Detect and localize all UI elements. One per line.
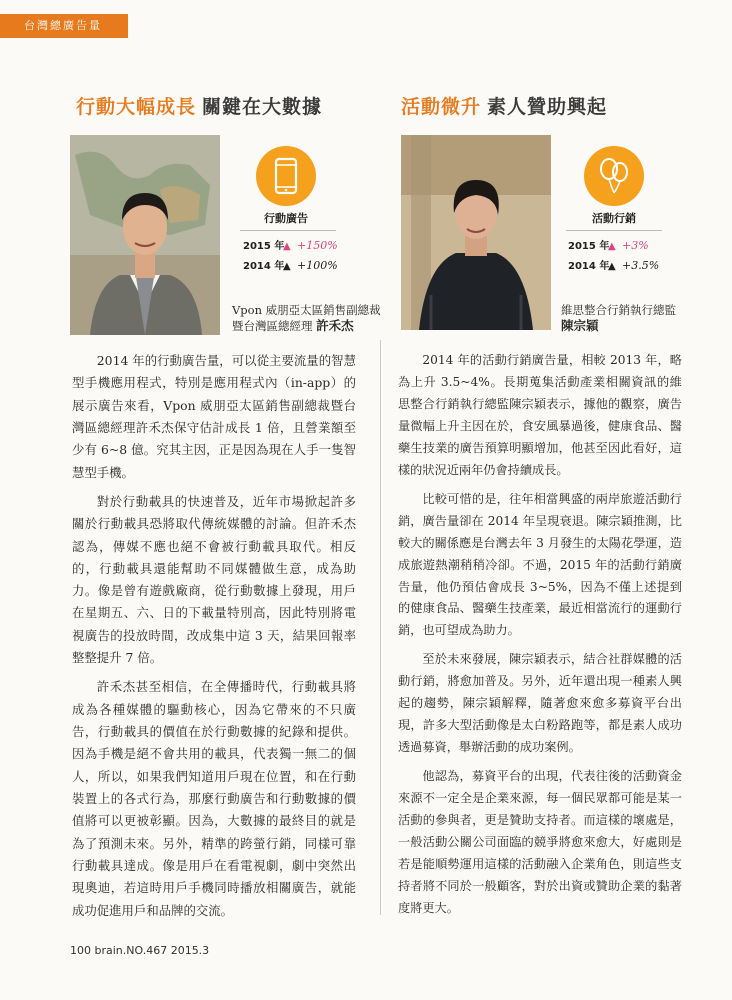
left-stat-2015 — [243, 237, 338, 252]
right-title-orange: 活動微升 — [401, 96, 482, 118]
left-paragraph: 2014 年的行動廣告量，可以從主要流量的智慧型手機應用程式，特別是應用程式內（in-app）的展示廣告來看，Vpon 威朋亞太區銷售副總裁暨台灣區總經理許禾杰保守估計成長 1 倍，且營業額至少有 6~8 億。究其主因，正是因為現在人手一隻智慧型手機。 — [72, 353, 356, 480]
right-title-dark: 素人贊助興起 — [487, 96, 608, 118]
right-caption-line1: 維思整合行銷執行總監 — [561, 303, 676, 317]
right-caption-name: 陳宗穎 — [561, 318, 599, 333]
left-title-orange: 行動大幅成長 — [76, 96, 197, 118]
right-category-label: 活動行銷 — [592, 212, 636, 225]
right-stat-2015-value: +3% — [622, 239, 649, 252]
left-stat-2014-value: +100% — [297, 259, 338, 272]
mobile-phone-icon — [256, 146, 316, 206]
balloons-badge — [584, 146, 644, 206]
left-stat-2015-year: 2015 年 — [243, 241, 285, 252]
right-paragraph: 比較可惜的是，往年相當興盛的兩岸旅遊活動行銷，廣告量卻在 2014 年呈現衰退。陳宗穎推測，比較大的關係應是台灣去年 3 月發生的太陽花學運，造成旅遊熱潮稍稍冷卻。不過，2015 年的活動行銷廣告量，他仍預估會成長 3~5%，因為不僅上述提到的健康食品、醫藥生技產業，最近相當流行的運動行銷，也可望成為助力。 — [398, 491, 682, 638]
right-portrait-photo — [401, 135, 551, 330]
left-article-title — [76, 92, 322, 119]
left-category-divider — [240, 230, 336, 231]
right-article-body — [398, 350, 682, 927]
right-category-divider — [566, 230, 662, 231]
right-stat-2014-value: +3.5% — [622, 259, 660, 272]
up-triangle-icon: ▲ — [608, 241, 616, 252]
left-article-body — [72, 350, 356, 929]
left-caption-line1: Vpon 威朋亞太區銷售副總裁 — [232, 303, 381, 317]
right-photo-caption — [561, 302, 676, 334]
right-paragraph: 他認為，募資平台的出現，代表往後的活動資金來源不一定全是企業來源，每一個民眾都可能是某一活動的參與者，更是贊助支持者。而這樣的壞處是，一般活動公關公司面臨的競爭將愈來愈大，好處則是若是能順勢運用這樣的活動融入企業角色，則這些支持者將不同於一般顧客，對於出資或贊助企業的黏著度將更大。 — [398, 769, 682, 915]
mobile-phone-badge — [256, 146, 316, 206]
up-triangle-icon: ▲ — [283, 241, 291, 252]
left-stat-2014 — [243, 257, 338, 272]
left-caption-name: 許禾杰 — [316, 318, 354, 333]
left-caption-line2: 暨台灣區總經理 — [232, 319, 313, 333]
right-article-title — [401, 92, 607, 119]
right-caption-name-row — [561, 318, 676, 334]
page-folio: 100 brain.NO.467 2015.3 — [70, 944, 210, 957]
left-stat-2015-value: +150% — [297, 239, 338, 252]
left-portrait-photo — [70, 135, 220, 335]
left-photo-caption — [232, 302, 381, 334]
right-stat-2014-year: 2014 年 — [568, 261, 610, 272]
left-caption-line2-row — [232, 318, 381, 334]
balloons-icon — [584, 146, 644, 206]
right-paragraph: 至於未來發展，陳宗穎表示，結合社群媒體的活動行銷，將愈加普及。另外，近年還出現一種素人興起的趨勢，陳宗穎解釋，隨著愈來愈多募資平台出現，許多大型活動像是太白粉路跑等，都是素人成功透過募資，舉辦活動的成功案例。 — [398, 652, 682, 755]
column-divider — [380, 340, 381, 915]
left-paragraph: 對於行動載具的快速普及，近年市場掀起許多關於行動載具恐將取代傳統媒體的討論。但許禾杰認為，傳媒不應也絕不會被行動載具取代。相反的，行動載具還能幫助不同媒體做生意，成為助力。像是曾有遊戲廠商，從行動數據上發現，用戶在星期五、六、日的下載量特別高，因此特別將電視廣告的投放時間，改成集中這 3 天，結果回報率整整提升 7 倍。 — [72, 493, 356, 666]
left-title-dark: 關鍵在大數據 — [202, 96, 323, 118]
left-category-label: 行動廣告 — [264, 212, 308, 225]
left-paragraph: 許禾杰甚至相信，在全傳播時代，行動載具將成為各種媒體的驅動核心，因為它帶來的不只廣告，行動載具的價值在於行動數據的紀錄和提供。因為手機是絕不會共用的載具，代表獨一無二的個人，所以，如果我們知道用戶現在位置，和在行動裝置上的各式行為，那麼行動廣告和行動數據的價值將可以更被彰顯。因為，大數據的最終目的就是為了預測未來。另外，精準的跨螢行銷，同樣可靠行動載具達成。像是用戶在看電視劇，劇中突然出現奧迪，若這時用戶手機同時播放相關廣告，就能成功促進用戶和品牌的交流。 — [72, 679, 356, 918]
up-triangle-icon: ▲ — [283, 261, 291, 272]
left-stat-2014-year: 2014 年 — [243, 261, 285, 272]
right-stat-2015-year: 2015 年 — [568, 241, 610, 252]
right-paragraph: 2014 年的活動行銷廣告量，相較 2013 年，略為上升 3.5~4%。長期蒐集活動產業相關資訊的維思整合行銷執行總監陳宗穎表示，據他的觀察，廣告量微幅上升主因在於，食安風暴過後，健康食品、醫藥生技業的廣告預算明顯增加，他甚至因此看好，這樣的狀況近兩年仍會持續成長。 — [398, 353, 682, 477]
section-tag: 台灣總廣告量 — [0, 14, 128, 38]
up-triangle-icon: ▲ — [608, 261, 616, 272]
right-stat-2015 — [568, 237, 649, 252]
right-stat-2014 — [568, 257, 659, 272]
